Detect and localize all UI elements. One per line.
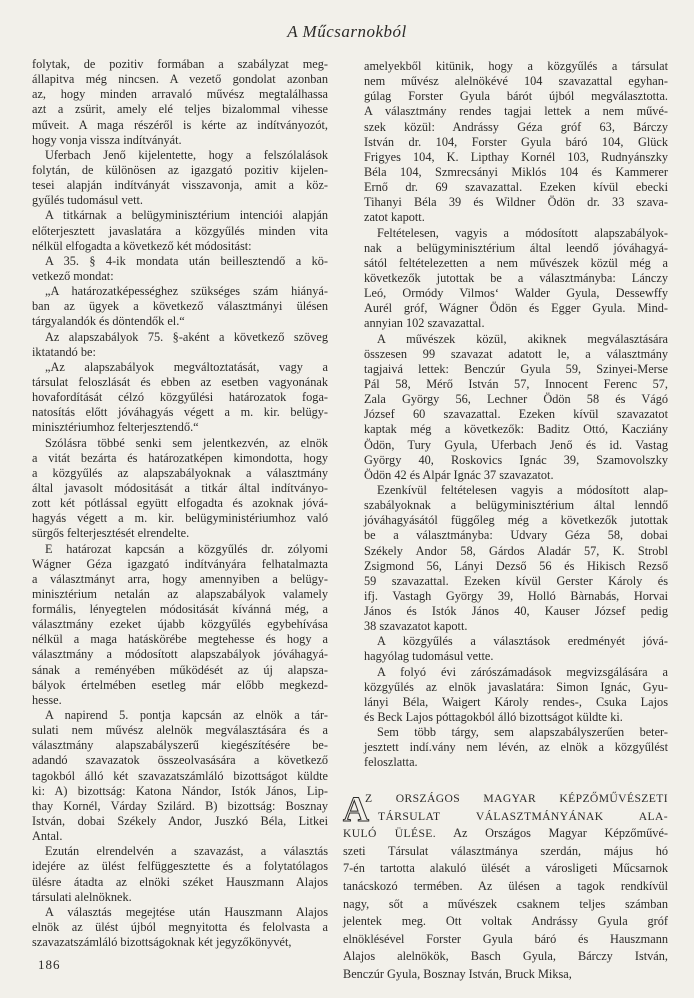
text-line: annyian 102 szavazattal. [364, 316, 485, 331]
text-line: sürgős felterjesztését elrendelte. [32, 526, 190, 541]
text-line: ülésre átadta az elnöki széket Hauszmann Alajos [32, 874, 328, 889]
text-line: A 35. § 4-ik mondata után beillesztendő a kö- [45, 253, 328, 268]
text-line: Szólásra többé senki sem jelentkezvén, az elnök [45, 435, 328, 450]
text-line: A választás megejtése után Hauszmann Alajos [45, 904, 328, 919]
text-line: Pál 58, Mérő István 57, Innocent Ferenc 57, [364, 376, 668, 391]
text-line: feloszlatta. [364, 755, 418, 770]
right-column [364, 59, 668, 771]
text-line: formális, lényegtelen módositását kívánná még, a [32, 602, 328, 617]
text-line: társulat feloszlását és ebben az esetben vagyonának [32, 374, 328, 389]
text-line: idejére az ülést felfüggesztette és a folytatólagos [32, 859, 328, 874]
text-line: Aurél gróf, Wágner Ödön és Egger Gyula. Mind- [364, 301, 668, 316]
text-line: bályok értelmében esetleg már előbb megkezd- [32, 677, 328, 692]
text-line: Uferbach Jenő kijelentette, hogy a felszólalások [45, 147, 328, 162]
text-line: hagyólag tudomásul vette. [364, 649, 494, 664]
text-line: gyűlés tudomásul vett. [32, 193, 144, 208]
paragraph [32, 360, 328, 436]
text-line: E határozat kapcsán a közgyűlés dr. zólyomi [45, 541, 328, 556]
text-line: hesse. [32, 692, 62, 707]
text-line: A közgyűlés a választások eredményét jóvá- [377, 634, 668, 649]
text-line: zatot kapott. [364, 210, 425, 225]
text-line: választmány ezeket újabb közgyűlés egybehívása [32, 617, 328, 632]
text-line: jelentek meg. Ott voltak Andrássy Gyula gróf [343, 914, 668, 929]
text-line: a vitát bezárta és határozatképen kimondotta, hogy [32, 450, 328, 465]
text-line: nagy, sőt a művészek csaknem teljes számban [343, 896, 668, 911]
text-line: Zala György 56, Lechner Ödön 58 és Vágó [364, 392, 668, 407]
text-line: Sem több tárgy, sem alapszabályszerűen beter- [377, 725, 668, 740]
text-line: ki: A) bizottság: Katona Nándor, Istók János, Lip- [32, 783, 328, 798]
text-line: József 60 szavazattal. Ezeken kívül szavazatot [364, 407, 668, 422]
paragraph [364, 59, 668, 226]
text-line: nak a belügyminisztérium által leendő jóváhagyá- [364, 240, 668, 255]
text-line: Az alapszabályok 75. §-aként a következő szöveg [45, 329, 328, 344]
paragraph [32, 148, 328, 209]
text-line: Wágner Géza igazgató indítványára felhatalmazta [32, 556, 328, 571]
section-body-fragment: Az Országos Magyar Képzőművé- [453, 826, 668, 841]
text-line: István dr. 104, Forster Gyula báró 104, Glück [364, 134, 668, 149]
text-line: Antal. [32, 829, 63, 844]
text-line: folytak, de pozitiv formában a szabályzat meg- [32, 57, 328, 71]
text-line: ban az ügyek a következő választmányi ülésen [32, 299, 328, 314]
text-line: összesen 99 szavazat adatott le, a választmány [364, 346, 668, 361]
text-line: A titkárnak a belügyminisztérium intenciói alapján [45, 208, 328, 223]
paragraph [364, 226, 668, 332]
section-heading-tail: KULÓ ÜLÉSE. [343, 827, 437, 841]
text-line: be a választmányba: Udvary Géza 58, dobai [364, 528, 668, 543]
text-line: Alajos alelnökök, Basch Gyula, Bárczy István, [343, 949, 668, 964]
text-line: thay Kornél, Várday Szilárd. B) bizottság: Bosznay [32, 798, 328, 813]
text-line: zott két pótlással együtt elfogadta és azoknak jóvá- [32, 496, 328, 511]
text-line: hogy vonja vissza indítványát. [32, 132, 182, 147]
text-line: A művészek közül, akiknek megválasztására [377, 331, 668, 346]
text-line: jesztett indí.vány nem lévén, az elnök a közgyűlést [364, 740, 668, 755]
text-line: „A határozatképességhez szükséges szám hiányá- [45, 284, 328, 299]
text-line: Zsigmond 56, Lányi Dezső 56 és Hikisch Rezső [364, 558, 668, 573]
text-line: választmány alapszabályszerű kiegészítésére be- [32, 738, 328, 753]
text-line: A választmány rendes tagjai lettek a nem művé- [364, 104, 668, 119]
text-line: jóváhagyásától függőleg még a következők jutottak [364, 513, 668, 528]
paragraph [32, 436, 328, 542]
text-line: nélkül a maga hatáskörébe megtehesse és hogy a [32, 632, 328, 647]
text-line: következők jutottak be a választmányba: Lánczy [364, 270, 668, 285]
text-line: Frigyes 104, K. Lipthay Kornél 103, Rudnyánszky [364, 149, 668, 164]
text-line: előterjesztett javaslatára a közgyűlés minden vita [32, 223, 328, 238]
paragraph [32, 542, 328, 709]
text-line: Ezután elrendelvén a szavazást, a választás [45, 844, 328, 859]
text-line: tanácskozó termében. Az ülésen a tagok rendkívül [343, 878, 668, 893]
paragraph [32, 844, 328, 905]
text-line: tagjaivá lettek: Benczúr Gyula 59, Szinyei-Merse [364, 361, 668, 376]
running-header: A Műcsarnokból [287, 22, 407, 41]
text-line: Ödön, Tury Gyula, Uferbach Jenő és id. Vastag [364, 437, 668, 452]
section-body [343, 843, 668, 984]
text-line: Tihanyi Béla 39 és Wildner Ödön dr. 33 szava- [364, 195, 668, 210]
article-section [343, 790, 668, 984]
text-line: Ezenkívül feltételesen vagyis a módosított alap- [377, 482, 668, 497]
paragraph [364, 665, 668, 726]
text-line: minisztériumhoz felterjesztendő.“ [32, 420, 199, 435]
text-line: a választmányt arra, hogy amennyiben a belügy- [32, 571, 328, 586]
text-line: minisztérium netalán az alapszabályok valamely [32, 586, 328, 601]
text-line: iktatandó be: [32, 344, 96, 359]
text-line: 7-én tartotta alakuló ülését a városligeti Műcsarnok [343, 861, 668, 876]
text-line: Béla 104, Szmrecsányi Miklós 104 és Kammerer [364, 164, 668, 179]
text-line: Benczúr Gyula, Bosznay István, Bruck Miksa, [343, 966, 572, 981]
paragraph [32, 708, 328, 844]
text-line: gúlag Forster Gyula bárót újból megválasztotta. [364, 89, 668, 104]
paragraph [32, 254, 328, 284]
text-line: hovafordítását célzó közgyűlési határozatok foga- [32, 390, 328, 405]
text-line: szavazatszámláló bizottságoknak két jegyzőkönyvét, [32, 935, 292, 950]
text-line: szabályoknak a belügyminisztérium által lenndő [364, 498, 668, 513]
text-line: A folyó évi zárószámadások megvizsgálására a [377, 664, 668, 679]
page-number: 186 [38, 957, 61, 972]
text-line: szeti Társulat választmánya szerdán, május hó [343, 843, 668, 858]
text-line: János és Istók János 40, Kauser József pedig [364, 604, 668, 619]
text-line: tárgyalandók és döntendők el.“ [32, 314, 185, 329]
text-line: elnöklésével Forster Gyula báró és Hauszmann [343, 931, 668, 946]
text-line: György 40, Roskovics Ignác 39, Szamovolszky [364, 452, 668, 467]
text-line: kaptak még a következők: Baditz Ottó, Kacziány [364, 422, 668, 437]
text-line: sának a reményében működését az új alapsza- [32, 662, 328, 677]
paragraph [364, 332, 668, 483]
text-line: natosítás előtt jóváhagyás végett a m. kir. belügy- [32, 405, 328, 420]
section-heading-line: TÁRSULAT VÁLASZTMÁNYÁNAK ALA- [378, 809, 668, 823]
text-line: sulati nem művész alelnök megválasztására és a [32, 723, 328, 738]
text-line: állapitva még nincsen. A vezető gondolat azonban [32, 72, 328, 87]
paragraph [32, 905, 328, 950]
text-line: ifj. Vastagh György 39, Holló Bàrnabás, Horvai [364, 588, 668, 603]
text-line: 59 szavazattal. Ezeken kívül Gerster Károly és [364, 573, 668, 588]
text-line: hagyás végett a m. kir. belügyministériumhoz való [32, 511, 328, 526]
paragraph [364, 725, 668, 770]
text-line: „Az alapszabályok megváltoztatását, vagy a [45, 359, 328, 374]
paragraph [32, 57, 328, 148]
text-line: sától feltételezetten a nem művészek közül még a [364, 255, 668, 270]
text-line: szek közül: Andrássy Géza gróf 63, Bárczy [364, 119, 668, 134]
text-line: nem művész alelnökévé 104 szavazattal egyhan- [364, 74, 668, 89]
text-line: 38 szavazatot kapott. [364, 619, 468, 634]
text-line: műveit. A maga részéről is kérte az indítványozót, [32, 117, 328, 132]
text-line: elnök az ülést újból megnyitotta és felolvasta a [32, 920, 328, 935]
text-line: és Beck Lajos póttagokból álló bizottságot küldte ki. [364, 710, 623, 725]
paragraph [32, 330, 328, 360]
paragraph [32, 284, 328, 329]
text-line: István, dobai Székely Andor, Juszkó Béla, Litkei [32, 814, 328, 829]
paragraph [364, 483, 668, 634]
text-line: amelyekből kitünik, hogy a közgyűlés a társulat [364, 59, 668, 73]
text-line: Leó, Ormódy Vilmos‘ Walder Gyula, Dessewffy [364, 286, 668, 301]
section-heading-tail-line [343, 825, 668, 843]
text-line: Székely Andor 58, Gárdos Aladár 57, K. Strobl [364, 543, 668, 558]
text-line: az, hogy minden arravaló művész megtalálhassa [32, 87, 328, 102]
drop-cap: A [343, 789, 369, 829]
text-line: tagokból álló két szavazatszámláló bizottságot küldte [32, 768, 328, 783]
text-line: azt a zsürit, amely elé teljes bizalommal vihesse [32, 102, 328, 117]
section-heading-line: Z ORSZÁGOS MAGYAR KÉPZŐMŰVÉSZETI [365, 792, 668, 805]
text-line: társulati alelnöknek. [32, 889, 132, 904]
text-line: által javasolt módositását a titkár által indítványo- [32, 480, 328, 495]
text-line: a közgyűlés az alapszabályoknak a választmány [32, 465, 328, 480]
text-line: lányi Béla, Waigert Károly rendes-, Csuka Lajos [364, 694, 668, 709]
text-line: Ödön 42 és Alpár Ignác 37 szavazatot. [364, 467, 554, 482]
left-column [32, 57, 328, 950]
text-line: Feltételesen, vagyis a módosított alapszabályok- [377, 225, 668, 240]
text-line: vetkező mondat: [32, 268, 114, 283]
text-line: A napirend 5. pontja kapcsán az elnök a tár- [45, 708, 328, 723]
text-line: közgyűlés az elnök javaslatára: Simon Ignác, Gyu- [364, 679, 668, 694]
text-line: tesei alapján indítványát visszavonja, amit a köz- [32, 178, 328, 193]
paragraph [32, 208, 328, 253]
text-line: adandó szavazatok összeolvasására a következő [32, 753, 328, 768]
text-line: nélkül elfogadta a következő két módositást: [32, 238, 252, 253]
text-line: választmány a módosított alapszabályok jóváhagyá- [32, 647, 328, 662]
text-line: Ernő dr. 69 szavazattal. Ezeken kívül ebecki [364, 180, 668, 195]
text-line: folytán, de különösen az igazgató pozitiv kijelen- [32, 162, 328, 177]
paragraph [364, 634, 668, 664]
